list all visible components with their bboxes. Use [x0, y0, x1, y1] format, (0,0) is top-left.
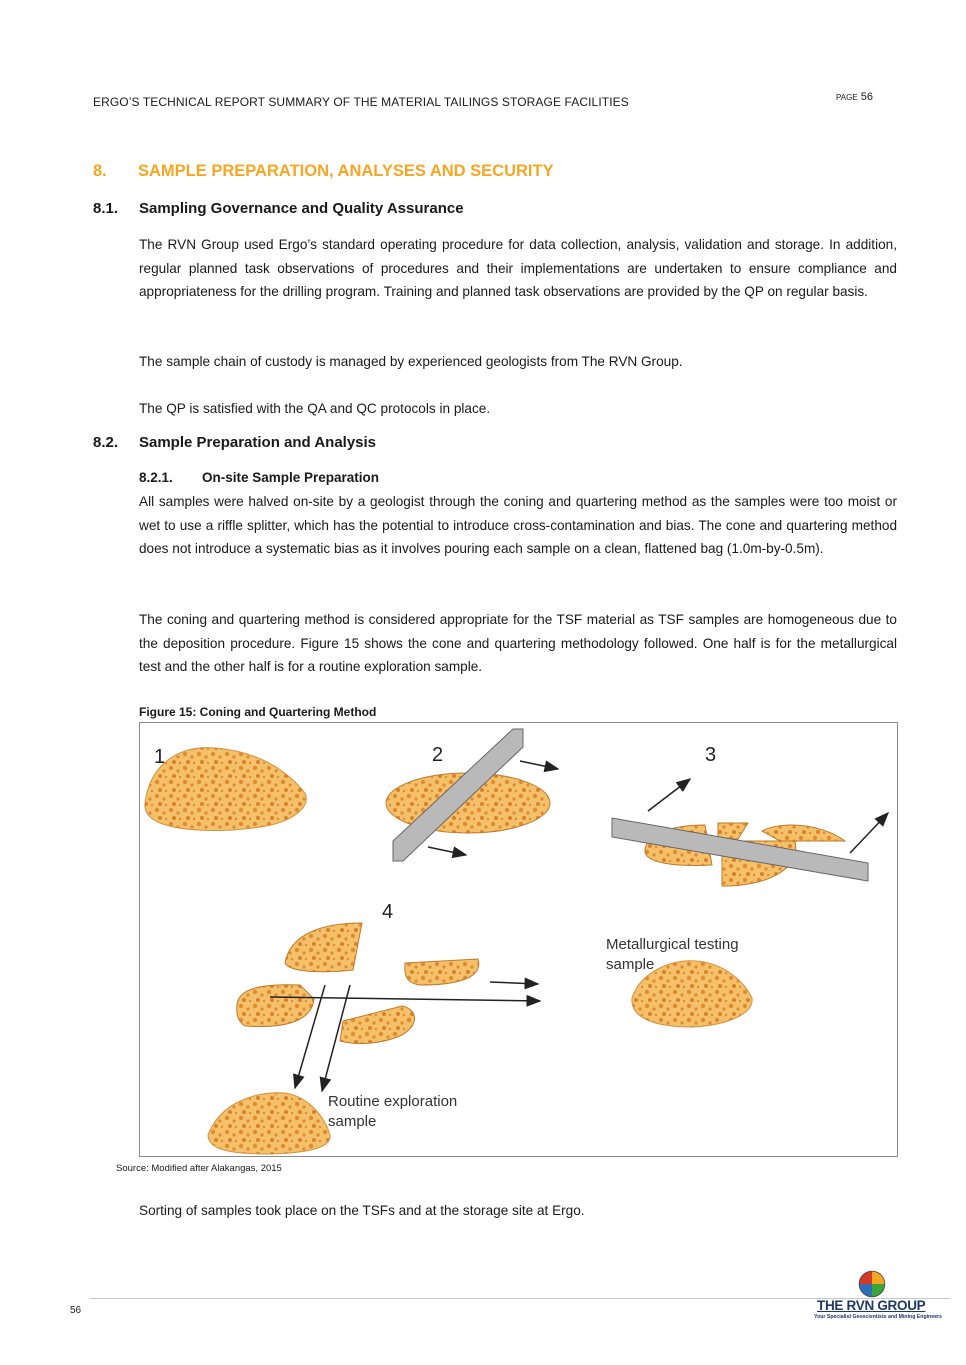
paragraph-sorting: Sorting of samples took place on the TSFs and at the storage site at Ergo. — [139, 1203, 585, 1218]
label-metallurgical-line2: sample — [606, 956, 655, 973]
quarter-piece-3c — [762, 825, 845, 841]
subsection-number: 8.2. — [93, 434, 119, 451]
subsection-title: Sample Preparation and Analysis — [139, 434, 377, 451]
footer-page-number: 56 — [70, 1305, 82, 1316]
label-routine-line1: Routine exploration — [328, 1093, 458, 1110]
paragraph-chain-of-custody: The sample chain of custody is managed by experienced geologists from The RVN Group. — [139, 354, 683, 369]
step-label-1: 1 — [154, 746, 166, 768]
cone-pile-step1 — [145, 748, 306, 831]
paragraph-coning-quartering: The coning and quartering method is considered appropriate for the TSF material as TSF samples are homogeneous due to the deposition procedure. Figure 15 shows the cone and quartering methodology followed. One half is for the metallurgical test and the other half is for a routine exploration sample. — [139, 612, 897, 674]
arrow-step4-right-a — [490, 982, 538, 984]
paragraph-qa-qc: The QP is satisfied with the QA and QC protocols in place. — [139, 401, 491, 416]
subsection-heading-8-1 — [93, 200, 464, 217]
subsubsection-heading-8-2-1 — [139, 470, 379, 485]
routine-sample-pile — [208, 1093, 330, 1154]
report-header-title: ERGO’S TECHNICAL REPORT SUMMARY OF THE MATERIAL TAILINGS STORAGE FACILITIES — [93, 95, 629, 109]
logo-wordmark: THE RVN GROUP — [817, 1298, 926, 1313]
section-heading — [93, 162, 554, 181]
subsection-title: Sampling Governance and Quality Assurance — [139, 200, 464, 217]
step-label-2: 2 — [432, 744, 444, 766]
header-page-number: 56 — [860, 91, 873, 103]
subsubsection-number: 8.2.1. — [139, 470, 173, 485]
figure-caption: Figure 15: Coning and Quartering Method — [139, 705, 377, 719]
page-label: PAGE — [836, 93, 858, 102]
label-metallurgical-line1: Metallurgical testing — [606, 936, 739, 953]
subsubsection-title: On-site Sample Preparation — [202, 470, 380, 485]
figure-coning-quartering — [139, 722, 898, 1157]
figure-illustration — [140, 723, 897, 1156]
paragraph-onsite-preparation: All samples were halved on-site by a geologist through the coning and quartering method as the samples were too moist or wet to use a riffle splitter, which has the potential to introduce cross-contamination and bias. The cone and quartering method does not introduce a systematic bias as it involves pouring each sample on a clean, flattened bag (1.0m-by-0.5m). — [139, 494, 897, 556]
logo-tagline: Your Specialist Geoscientists and Mining Engineers — [814, 1314, 942, 1320]
subsection-heading-8-2 — [93, 434, 376, 451]
quarter-piece-4d — [340, 1006, 415, 1043]
section-title: SAMPLE PREPARATION, ANALYSES AND SECURITY — [138, 162, 554, 180]
subsection-number: 8.1. — [93, 200, 119, 217]
header-page-indicator — [836, 91, 873, 103]
step-label-3: 3 — [705, 744, 717, 766]
section-number: 8. — [93, 162, 107, 180]
label-routine-line2: sample — [328, 1113, 377, 1130]
arrow-step2-a — [520, 761, 558, 769]
figure-source: Source: Modified after Alakangas, 2015 — [116, 1163, 282, 1174]
quarter-piece-4c — [237, 985, 314, 1027]
quarter-piece-3d — [718, 823, 748, 839]
arrow-step3-a — [648, 779, 690, 811]
arrow-step2-b — [428, 847, 466, 855]
arrow-step3-b — [850, 813, 888, 853]
quarter-piece-4b — [405, 959, 479, 985]
paragraph-governance: The RVN Group used Ergo’s standard operating procedure for data collection, analysis, validation and storage. In addition, regular planned task observations of procedures and their implementations are undertaken to ensure compliance and appropriateness for the drilling program. Training and planned task observations are provided by the QP on regular basis. — [139, 237, 897, 299]
step-label-4: 4 — [382, 901, 394, 923]
quarter-piece-4a — [285, 923, 362, 972]
